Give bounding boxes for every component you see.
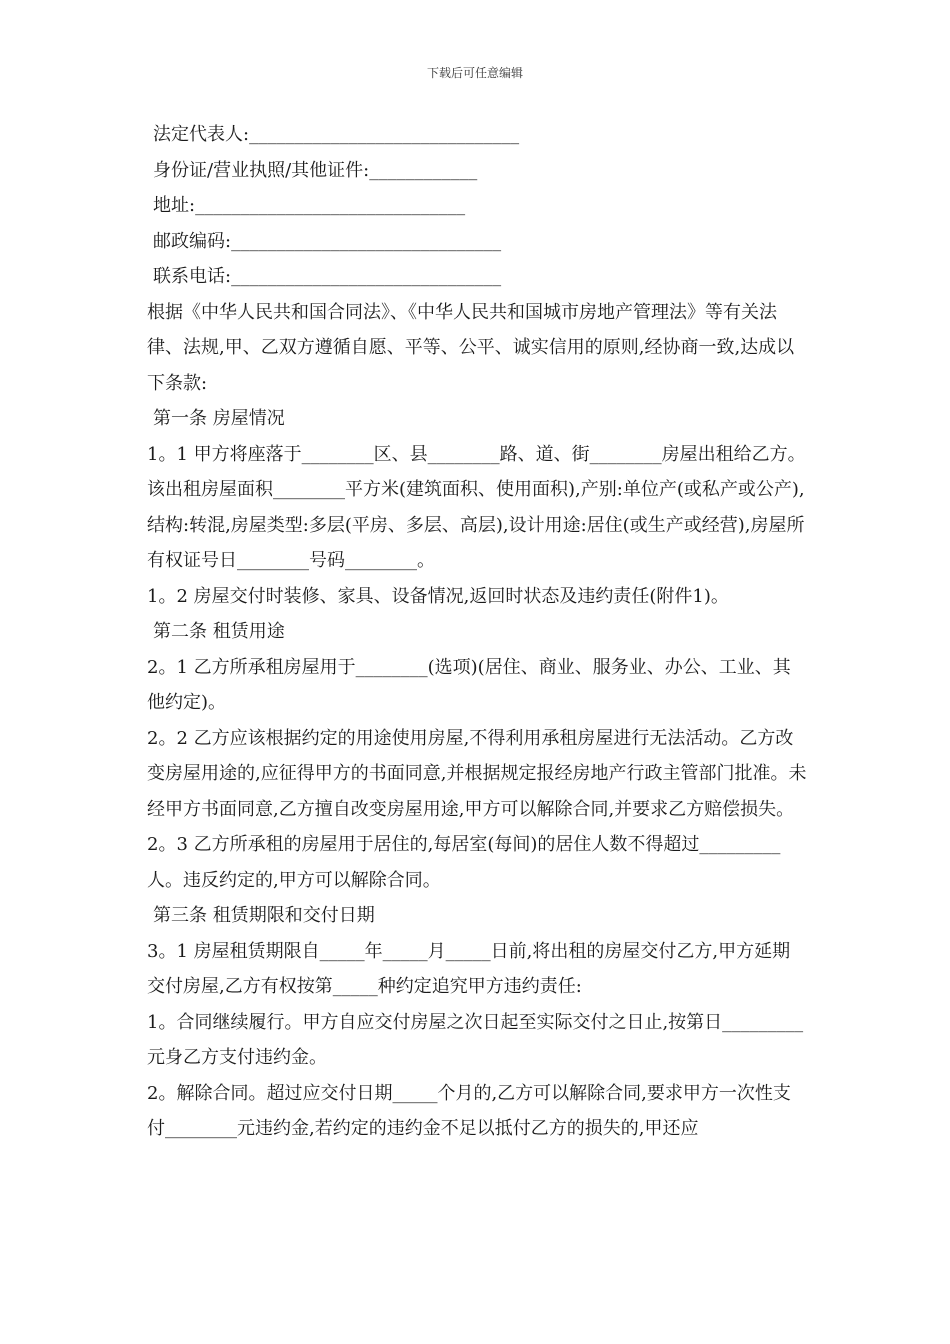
clause-2-2: 2。2 乙方应该根据约定的用途使用房屋,不得利用承租房屋进行无法活动。乙方改变房屋用途的,应征得甲方的书面同意,并根据规定报经房地产行政主管部门批准。未经甲方书面同意,乙方擅自改变房屋用途,甲方可以解除合同,并要求乙方赔偿损失。 [147, 727, 807, 820]
clause-2-3: 2。3 乙方所承租的房屋用于居住的,每居室(每间)的居住人数不得超过_________人。违反约定的,甲方可以解除合同。 [147, 834, 781, 891]
address-field: 地址:______________________________ [153, 195, 466, 216]
page-header-note: 下载后可任意编辑 [426, 66, 523, 80]
article-2-title: 第二条 租赁用途 [153, 621, 285, 642]
intro-paragraph: 根据《中华人民共和国合同法》、《中华人民共和国城市房地产管理法》等有关法律、法规,甲、乙双方遵循自愿、平等、公平、诚实信用的原则,经协商一致,达成以下条款: [147, 301, 795, 394]
clause-3-1: 3。1 房屋租赁期限自_____年_____月_____日前,将出租的房屋交付乙方,甲方延期交付房屋,乙方有权按第_____种约定追究甲方违约责任: [147, 940, 791, 997]
legal-representative-field: 法定代表人:______________________________ [153, 124, 520, 145]
clause-1-1: 1。1 甲方将座落于________区、县________路、道、街________房屋出租给乙方。该出租房屋面积________平方米(建筑面积、使用面积),产别:单位产(或私产或公产),结构:转混,房屋类型:多层(平房、多层、高层),设计用途:居住(或生产或经营),房屋所有权证号日________号码________。 [147, 443, 806, 571]
contract-body [147, 117, 807, 1147]
clause-3-option-2: 2。解除合同。超过应交付日期_____个月的,乙方可以解除合同,要求甲方一次性支付________元违约金,若约定的违约金不足以抵付乙方的损失的,甲还应 [147, 1082, 791, 1139]
postal-code-field: 邮政编码:______________________________ [153, 230, 502, 252]
phone-field: 联系电话:______________________________ [153, 266, 502, 287]
clause-1-2: 1。2 房屋交付时装修、家具、设备情况,返回时状态及违约责任(附件1)。 [147, 585, 729, 607]
article-3-title: 第三条 租赁期限和交付日期 [153, 905, 375, 926]
article-1-title: 第一条 房屋情况 [153, 408, 285, 429]
clause-2-1: 2。1 乙方所承租房屋用于________(选项)(居住、商业、服务业、办公、工业、其他约定)。 [147, 656, 791, 713]
clause-3-option-1: 1。合同继续履行。甲方自应交付房屋之次日起至实际交付之日止,按第日_________元身乙方支付违约金。 [147, 1011, 804, 1068]
id-license-field: 身份证/营业执照/其他证件:____________ [153, 159, 478, 181]
